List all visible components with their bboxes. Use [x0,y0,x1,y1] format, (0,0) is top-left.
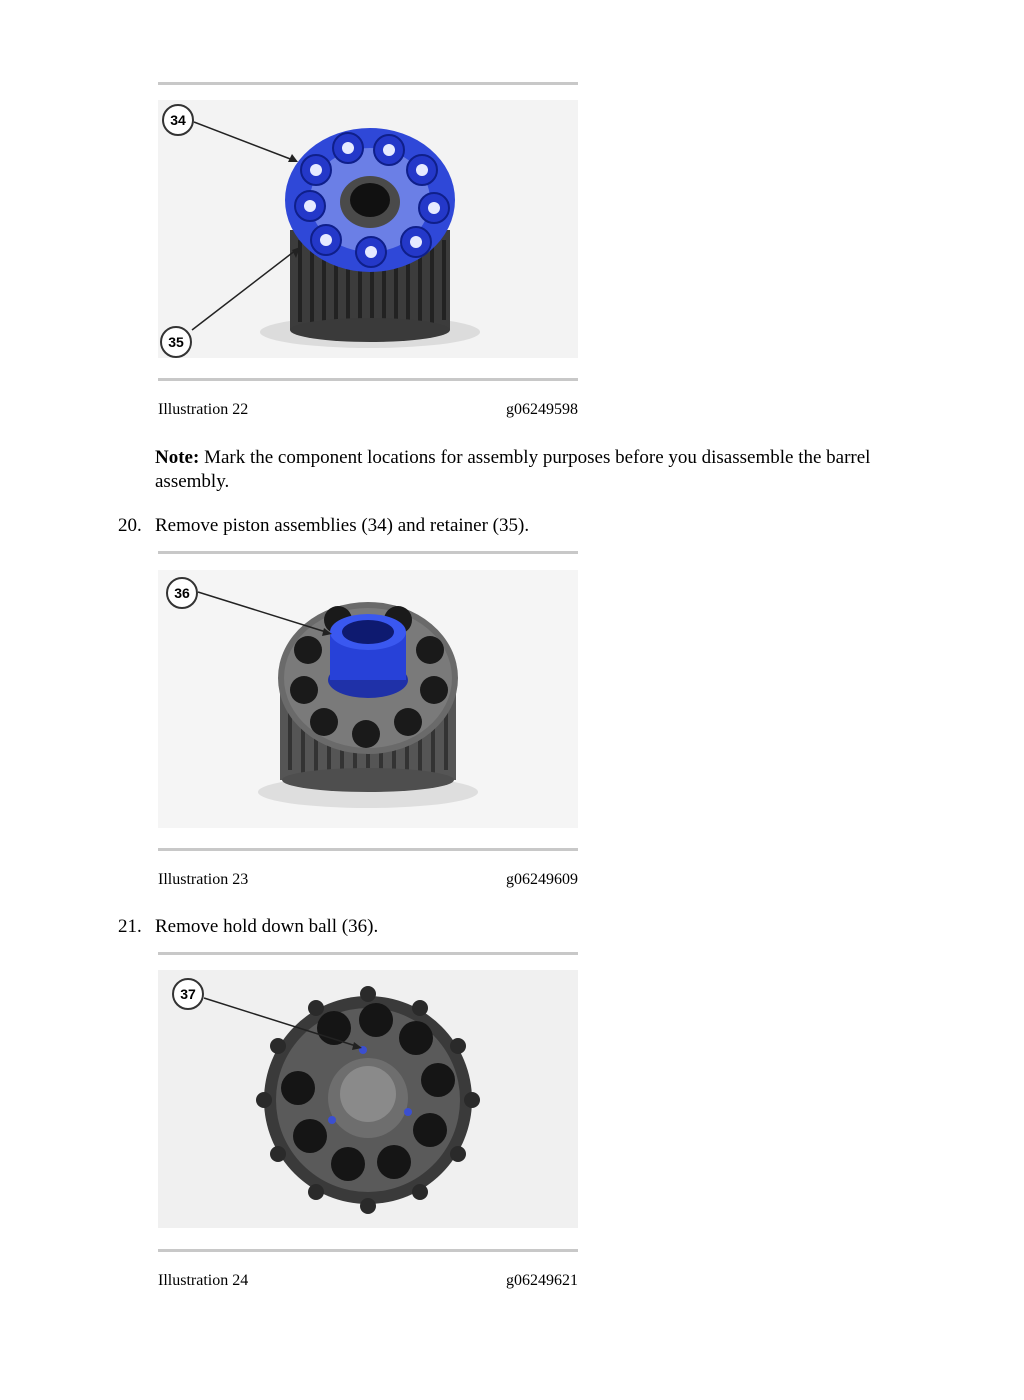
figure-bottom-rule [158,1249,578,1252]
callout-35: 35 [160,326,192,358]
illustration-code: g06249621 [506,1272,578,1289]
step-text: Remove piston assemblies (34) and retainer (35). [155,515,530,536]
illustration-label: Illustration 23 [158,871,249,888]
callout-34: 34 [162,104,194,136]
step-number: 20. [118,515,142,536]
figure-top-rule [158,551,578,554]
step-text: Remove hold down ball (36). [155,916,379,937]
callout-36: 36 [166,577,198,609]
illustration-code: g06249598 [506,401,578,418]
illustration-label: Illustration 22 [158,401,249,418]
figure-top-rule [158,952,578,955]
step-21 [118,915,918,939]
note-label: Note: [155,447,200,468]
note-paragraph [155,446,915,494]
illustration-23-photo [158,570,578,828]
callout-37: 37 [172,978,204,1010]
figure-bottom-rule [158,848,578,851]
illustration-code: g06249609 [506,871,578,888]
note-text: Mark the component locations for assembly purposes before you disassemble the barrel assembly. [155,447,871,492]
illustration-22-photo [158,100,578,358]
step-number: 21. [118,916,142,937]
step-20 [118,514,918,538]
illustration-24-photo [158,970,578,1228]
illustration-label: Illustration 24 [158,1272,249,1289]
figure-top-rule [158,82,578,85]
figure-bottom-rule [158,378,578,381]
